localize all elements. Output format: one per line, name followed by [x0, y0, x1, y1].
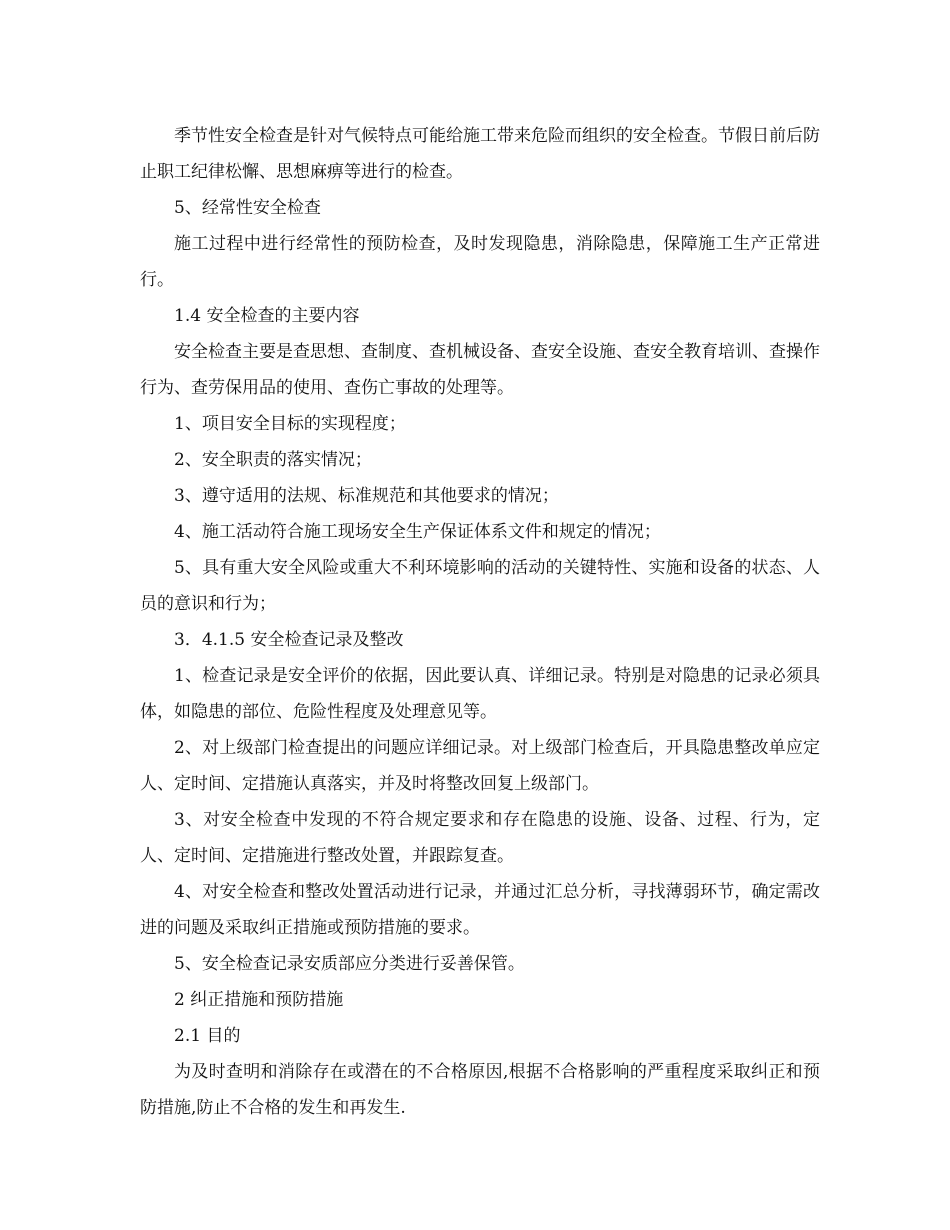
- list-item-2: 2、安全职责的落实情况；: [174, 450, 372, 470]
- records-item-3: 3、对安全检查中发现的不符合规定要求和存在隐患的设施、设备、过程、行为，定人、定时间、定措施进行整改处置，并跟踪复查。: [140, 810, 820, 866]
- records-item-5: 5、安全检查记录安质部应分类进行妥善保管。: [174, 954, 525, 974]
- records-item-4: 4、对安全检查和整改处置活动进行记录，并通过汇总分析，寻找薄弱环节，确定需改进的问题及采取纠正措施或预防措施的要求。: [140, 882, 820, 938]
- list-item-3: 3、遵守适用的法规、标准规范和其他要求的情况；: [174, 486, 559, 506]
- heading-corrective-preventive: 2 纠正措施和预防措施: [174, 990, 344, 1010]
- heading-inspection-content: 1.4 安全检查的主要内容: [174, 306, 360, 326]
- list-item-5: 5、具有重大安全风险或重大不利环境影响的活动的关键特性、实施和设备的状态、人员的意识和行为；: [140, 558, 820, 614]
- heading-purpose: 2.1 目的: [174, 1026, 241, 1046]
- paragraph-purpose: 为及时查明和消除存在或潜在的不合格原因,根据不合格影响的严重程度采取纠正和预防措施,防止不合格的发生和再发生.: [140, 1062, 820, 1118]
- paragraph-routine-inspection: 施工过程中进行经常性的预防检查，及时发现隐患，消除隐患，保障施工生产正常进行。: [140, 234, 820, 290]
- list-item-4: 4、施工活动符合施工现场安全生产保证体系文件和规定的情况；: [174, 522, 661, 542]
- heading-records-rectification: 3．4.1.5 安全检查记录及整改: [174, 630, 404, 650]
- paragraph-seasonal-inspection: 季节性安全检查是针对气候特点可能给施工带来危险而组织的安全检查。节假日前后防止职工纪律松懈、思想麻痹等进行的检查。: [140, 126, 820, 182]
- document-body: [140, 118, 820, 1126]
- list-item-1: 1、项目安全目标的实现程度；: [174, 414, 406, 434]
- records-item-1: 1、检查记录是安全评价的依据，因此要认真、详细记录。特别是对隐患的记录必须具体，如隐患的部位、危险性程度及处理意见等。: [140, 666, 820, 722]
- records-item-2: 2、对上级部门检查提出的问题应详细记录。对上级部门检查后，开具隐患整改单应定人、定时间、定措施认真落实，并及时将整改回复上级部门。: [140, 738, 820, 794]
- paragraph-inspection-content: 安全检查主要是查思想、查制度、查机械设备、查安全设施、查安全教育培训、查操作行为、查劳保用品的使用、查伤亡事故的处理等。: [140, 342, 820, 398]
- heading-routine-inspection: 5、经常性安全检查: [174, 198, 321, 218]
